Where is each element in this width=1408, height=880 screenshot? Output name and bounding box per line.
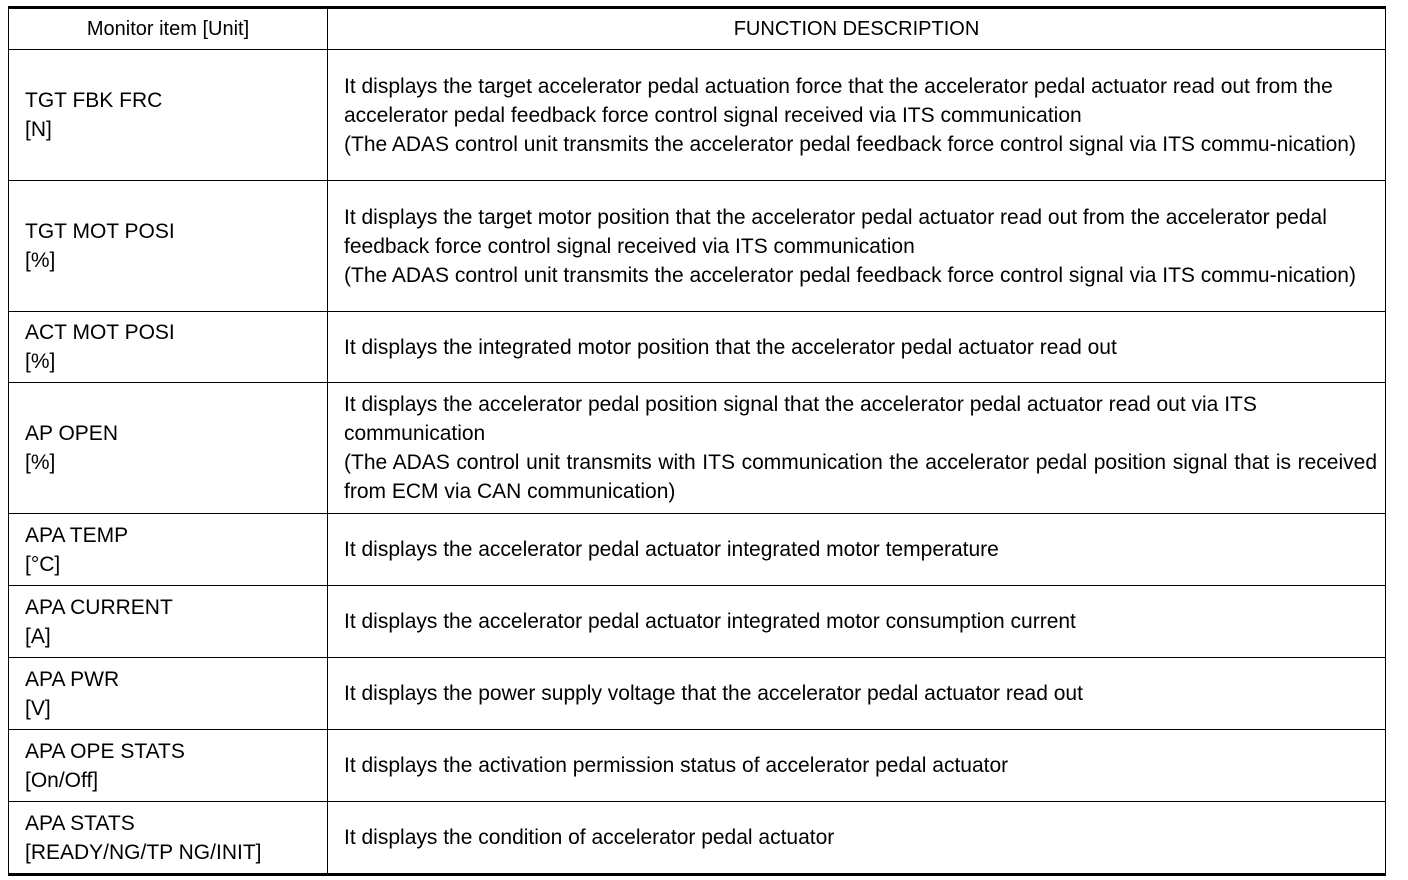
monitor-item-unit: [%]	[25, 350, 56, 373]
monitor-item-unit: [%]	[25, 249, 56, 272]
function-description-text: It displays the target motor position that the accelerator pedal actuator read out from the accelerator pedal feedback force control signal received via ITS communication	[344, 205, 1327, 258]
header-function-description: FUNCTION DESCRIPTION	[328, 8, 1386, 50]
table-row	[9, 802, 1386, 875]
monitor-item-name: AP OPEN	[25, 422, 118, 445]
monitor-item-cell	[9, 514, 328, 586]
function-description-text: It displays the condition of accelerator pedal actuator	[344, 826, 835, 849]
function-description-cell	[328, 730, 1386, 802]
monitor-item-unit: [V]	[25, 696, 51, 720]
function-description-text: It displays the power supply voltage that the accelerator pedal actuator read out	[344, 682, 1083, 705]
monitor-item-cell	[9, 383, 328, 514]
function-description-cell	[328, 802, 1386, 875]
function-description-cell	[328, 50, 1386, 181]
table-row	[9, 312, 1386, 383]
monitor-item-name: APA OPE STATS	[25, 739, 185, 763]
table-row	[9, 658, 1386, 730]
monitor-item-unit: [On/Off]	[25, 768, 99, 792]
table-header-row	[9, 8, 1386, 50]
monitor-item-unit: [A]	[25, 624, 51, 648]
table-row	[9, 383, 1386, 514]
monitor-item-name: APA PWR	[25, 667, 120, 691]
monitor-item-unit: [°C]	[25, 552, 61, 576]
function-description-note: (The ADAS control unit transmits the accelerator pedal feedback force control signal via ITS commu-nication)	[344, 263, 1356, 287]
table-row	[9, 730, 1386, 802]
monitor-item-name: APA CURRENT	[25, 595, 173, 619]
monitor-item-table	[8, 6, 1386, 876]
function-description-cell	[328, 181, 1386, 312]
function-description-cell	[328, 312, 1386, 383]
function-description-text: It displays the target accelerator pedal actuation force that the accelerator pedal actuator read out from the accelerator pedal feedback force control signal received via ITS communication	[344, 74, 1333, 127]
monitor-item-cell	[9, 181, 328, 312]
monitor-item-cell	[9, 50, 328, 181]
function-description-text: It displays the integrated motor position that the accelerator pedal actuator read out	[344, 335, 1117, 359]
function-description-text: It displays the accelerator pedal position signal that the accelerator pedal actuator read out via ITS communication	[344, 393, 1257, 445]
monitor-item-cell	[9, 658, 328, 730]
function-description-note: (The ADAS control unit transmits with ITS communication the accelerator pedal position signal that is received from ECM via CAN communication)	[344, 451, 1377, 503]
monitor-item-name: ACT MOT POSI	[25, 321, 175, 344]
table-row	[9, 181, 1386, 312]
table-row	[9, 586, 1386, 658]
monitor-item-cell	[9, 312, 328, 383]
function-description-text: It displays the activation permission status of accelerator pedal actuator	[344, 754, 1009, 777]
function-description-cell	[328, 383, 1386, 514]
monitor-item-unit: [READY/NG/TP NG/INIT]	[25, 840, 262, 864]
monitor-item-cell	[9, 730, 328, 802]
monitor-item-name: APA TEMP	[25, 523, 129, 547]
function-description-note: (The ADAS control unit transmits the accelerator pedal feedback force control signal via ITS commu-nication)	[344, 132, 1356, 156]
monitor-item-cell	[9, 586, 328, 658]
monitor-item-unit: [%]	[25, 451, 56, 474]
function-description-cell	[328, 658, 1386, 730]
monitor-item-name: APA STATS	[25, 811, 135, 835]
table-row	[9, 50, 1386, 181]
monitor-item-name: TGT FBK FRC	[25, 89, 163, 112]
monitor-item-name: TGT MOT POSI	[25, 220, 175, 243]
function-description-cell	[328, 514, 1386, 586]
monitor-item-cell	[9, 802, 328, 875]
table-row	[9, 514, 1386, 586]
header-monitor-item: Monitor item [Unit]	[9, 8, 328, 50]
function-description-cell	[328, 586, 1386, 658]
function-description-text: It displays the accelerator pedal actuator integrated motor temperature	[344, 538, 999, 561]
monitor-item-unit: [N]	[25, 118, 52, 141]
function-description-text: It displays the accelerator pedal actuator integrated motor consumption current	[344, 610, 1076, 633]
